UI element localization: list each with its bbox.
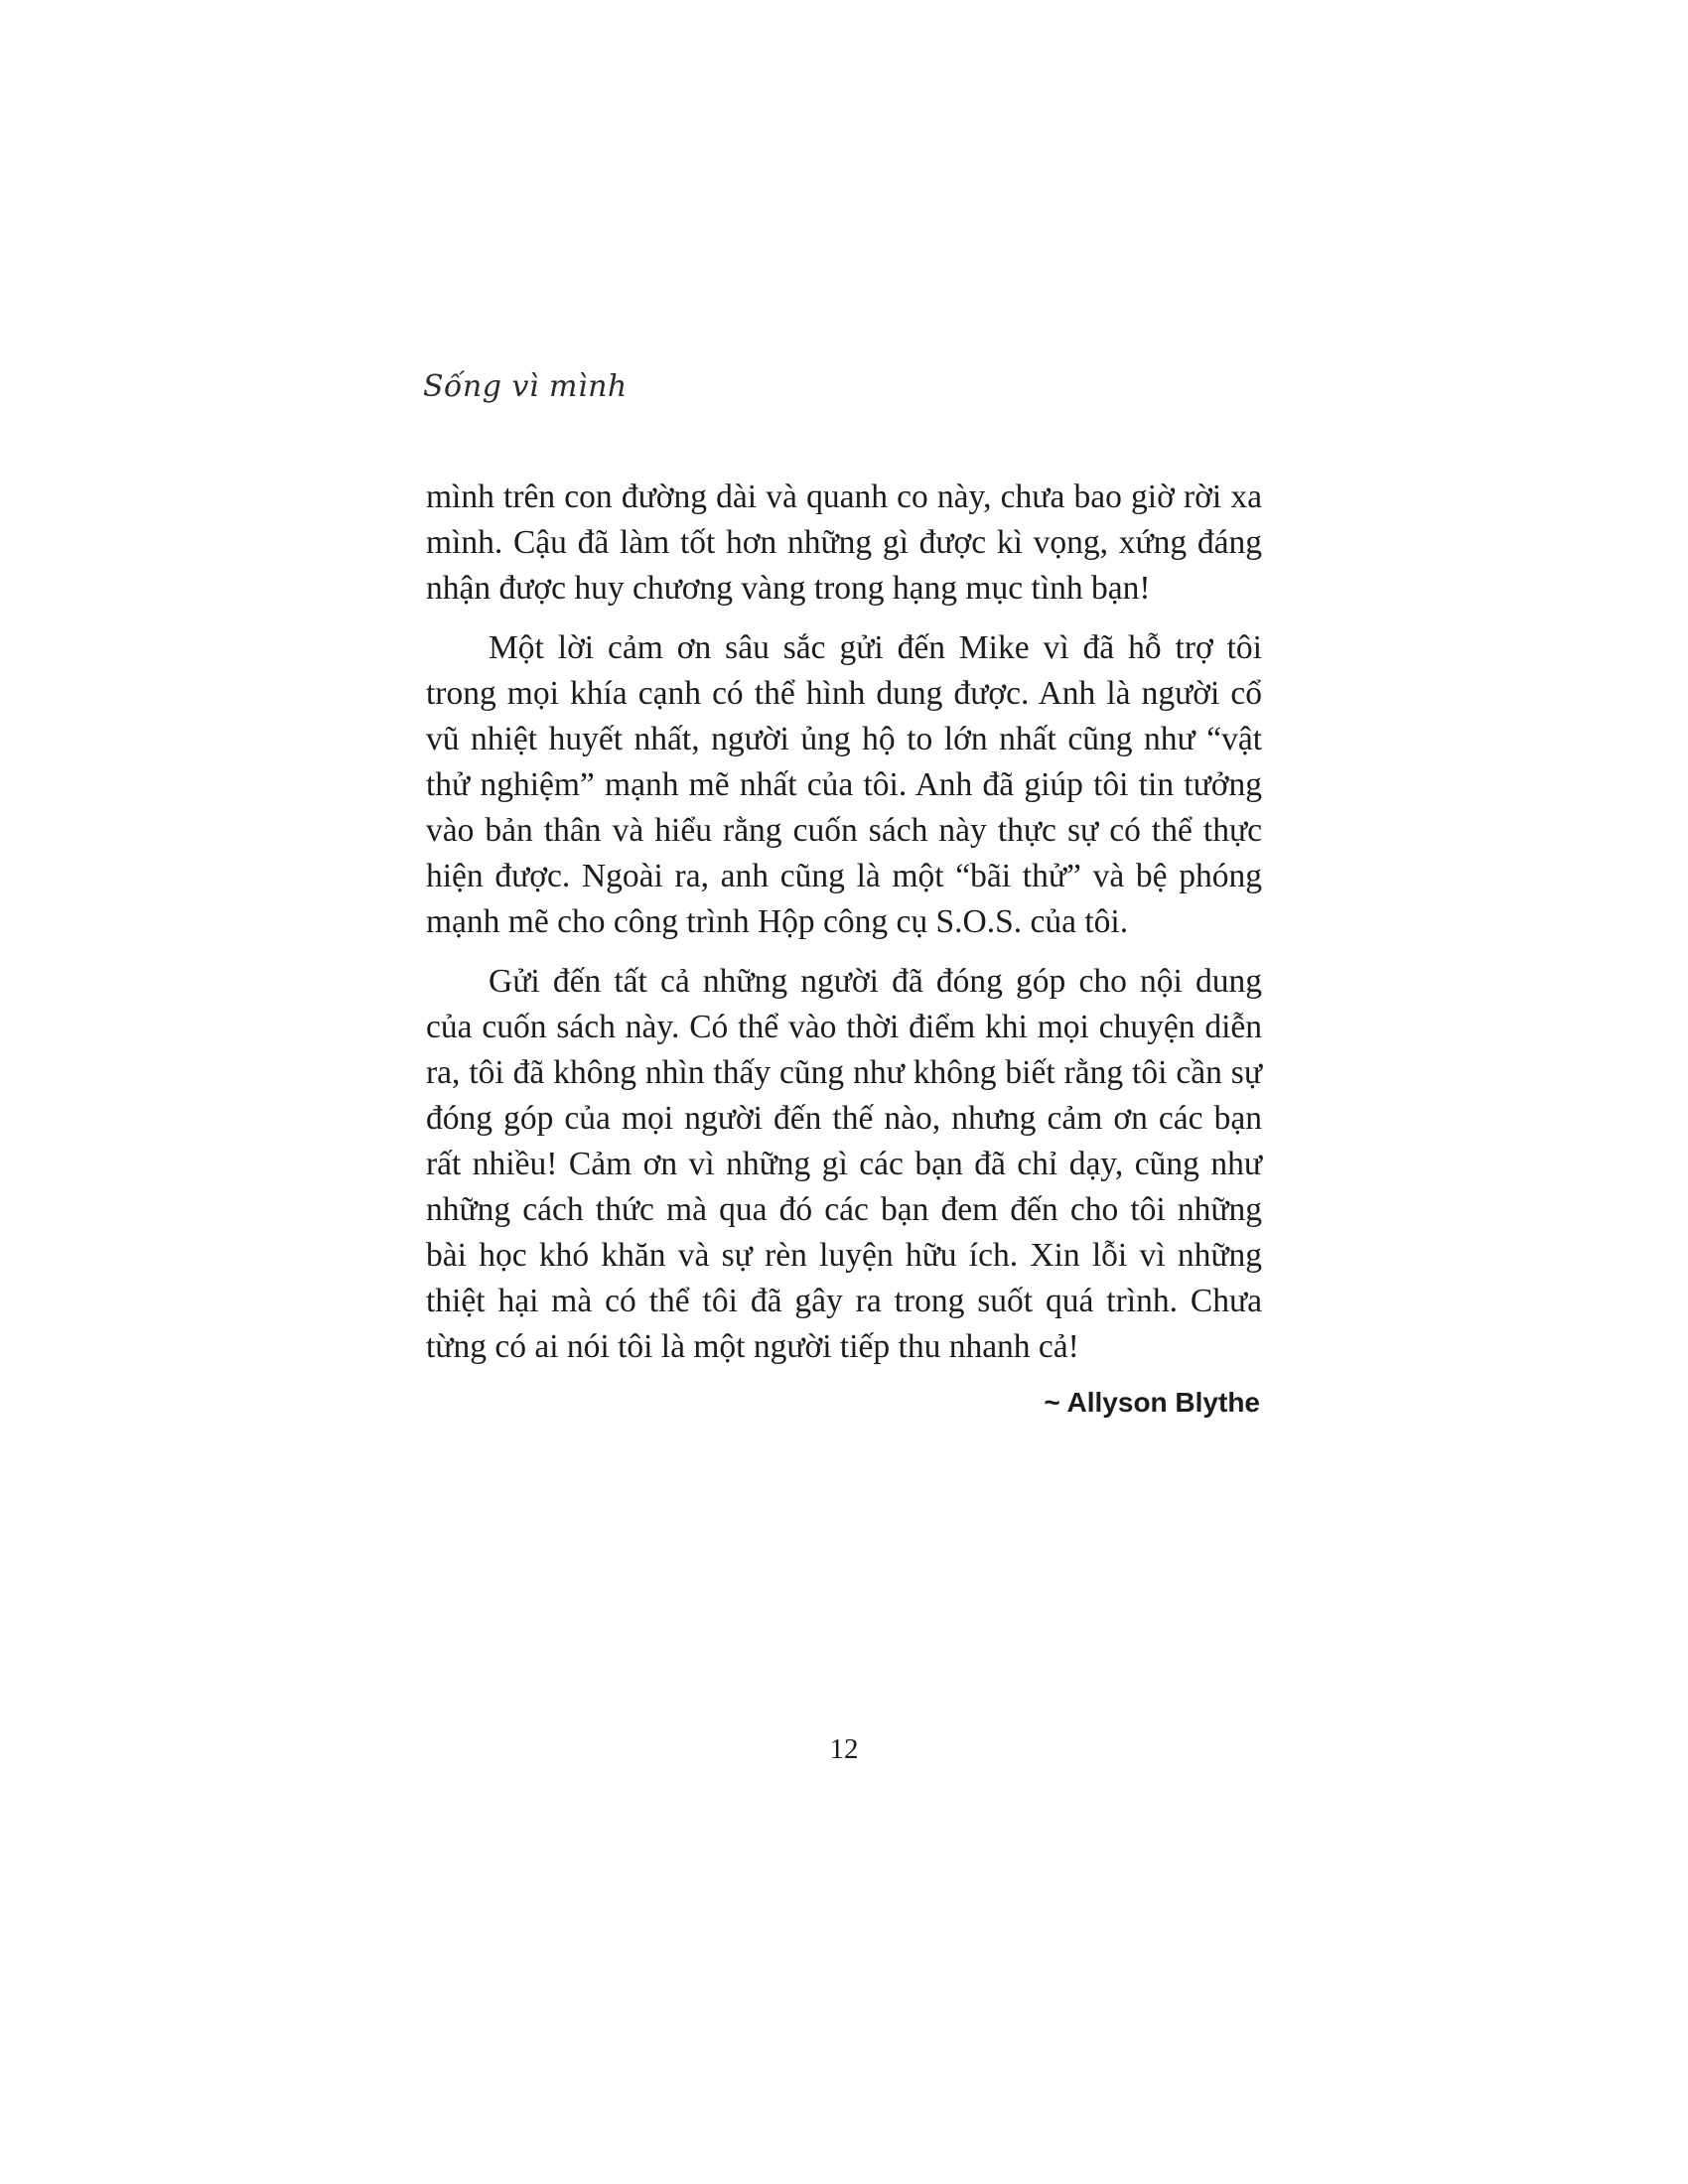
running-header: Sống vì mình <box>423 369 628 404</box>
paragraph-continuation: mình trên con đường dài và quanh co này, chưa bao giờ rời xa mình. Cậu đã làm tốt hơn những gì được kì vọng, xứng đáng nhận được huy chương vàng trong hạng mục tình bạn! <box>426 478 1262 607</box>
body-text <box>426 475 1262 1384</box>
paragraph-thanks-contributors: Gửi đến tất cả những người đã đóng góp cho nội dung của cuốn sách này. Có thể vào thời điểm khi mọi chuyện diễn ra, tôi đã không nhìn thấy cũng như không biết rằng tôi cần sự đóng góp của mọi người đến thế nào, nhưng cảm ơn các bạn rất nhiều! Cảm ơn vì những gì các bạn đã chỉ dạy, cũng như những cách thức mà qua đó các bạn đem đến cho tôi những bài học khó khăn và sự rèn luyện hữu ích. Xin lỗi vì những thiệt hại mà có thể tôi đã gây ra trong suốt quá trình. Chưa từng có ai nói tôi là một người tiếp thu nhanh cả! <box>426 963 1262 1365</box>
paragraph-thanks-mike: Một lời cảm ơn sâu sắc gửi đến Mike vì đã hỗ trợ tôi trong mọi khía cạnh có thể hình dung được. Anh là người cổ vũ nhiệt huyết nhất, người ủng hộ to lớn nhất cũng như “vật thử nghiệm” mạnh mẽ nhất của tôi. Anh đã giúp tôi tin tưởng vào bản thân và hiểu rằng cuốn sách này thực sự có thể thực hiện được. Ngoài ra, anh cũng là một “bãi thử” và bệ phóng mạnh mẽ cho công trình Hộp công cụ S.O.S. của tôi. <box>426 629 1262 940</box>
page-number: 12 <box>829 1733 859 1765</box>
author-signature: ~ Allyson Blythe <box>1044 1387 1260 1418</box>
